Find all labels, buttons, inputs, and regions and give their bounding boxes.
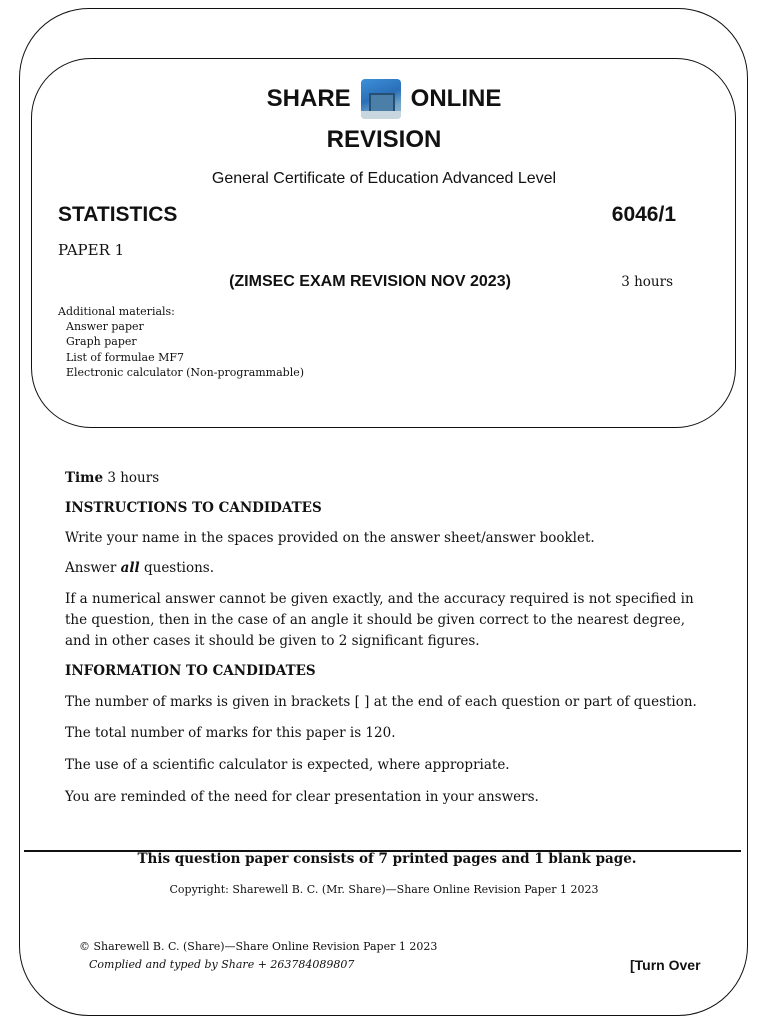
presentation-information: You are reminded of the need for clear presentation in your answers. <box>65 789 539 805</box>
answer-prefix: Answer <box>65 560 117 576</box>
certificate-title: General Certificate of Education Advanced Level <box>211 170 557 187</box>
total-marks: The total number of marks for this paper is 120. <box>65 725 396 741</box>
time-label: Time <box>65 470 104 486</box>
answer-emphasis: all <box>120 560 140 576</box>
exam-session: (ZIMSEC EXAM REVISION NOV 2023) <box>229 273 511 290</box>
brand-left: SHARE <box>266 85 351 112</box>
material-item: Graph paper <box>66 335 137 349</box>
material-item: List of formulae MF7 <box>66 350 185 364</box>
time-line <box>65 470 159 486</box>
information-heading: INFORMATION TO CANDIDATES <box>65 663 316 679</box>
instructions-heading: INSTRUCTIONS TO CANDIDATES <box>65 500 322 516</box>
accuracy-instruction: If a numerical answer cannot be given exactly, and the accuracy required is not specified in the question, then in the case of an angle it should be given correct to the nearest degree, and in other cases it should be given to 2 significant figures. <box>65 591 694 649</box>
subject-title: STATISTICS <box>58 203 178 226</box>
copyright-notice: Copyright: Sharewell B. C. (Mr. Share)—Share Online Revision Paper 1 2023 <box>169 883 599 896</box>
revision-title: REVISION <box>326 126 442 153</box>
share-online-logo-icon <box>361 79 401 119</box>
material-item: Electronic calculator (Non-programmable) <box>66 365 305 379</box>
duration-header: 3 hours <box>621 274 673 290</box>
subject-code: 6046/1 <box>611 203 676 226</box>
page-count-notice: This question paper consists of 7 printed pages and 1 blank page. <box>137 851 637 867</box>
materials-heading: Additional materials: <box>58 305 175 318</box>
footer-copyright: © Sharewell B. C. (Share)—Share Online Revision Paper 1 2023 <box>79 940 438 953</box>
time-value: 3 hours <box>107 470 160 486</box>
additional-materials <box>58 304 304 380</box>
marks-information: The number of marks is given in brackets [ ] at the end of each question or part of question. <box>65 694 697 710</box>
instruction-name: Write your name in the spaces provided on the answer sheet/answer booklet. <box>65 530 595 546</box>
calculator-information: The use of a scientific calculator is expected, where appropriate. <box>65 757 510 773</box>
brand-right: ONLINE <box>410 85 502 112</box>
answer-suffix: questions. <box>143 560 215 576</box>
brand-line <box>0 78 768 120</box>
paper-number: PAPER 1 <box>58 241 125 259</box>
compiled-by: Complied and typed by Share + 263784089807 <box>89 958 355 971</box>
material-item: Answer paper <box>66 320 144 334</box>
answer-instruction <box>65 560 214 576</box>
turn-over: [Turn Over <box>630 957 701 973</box>
